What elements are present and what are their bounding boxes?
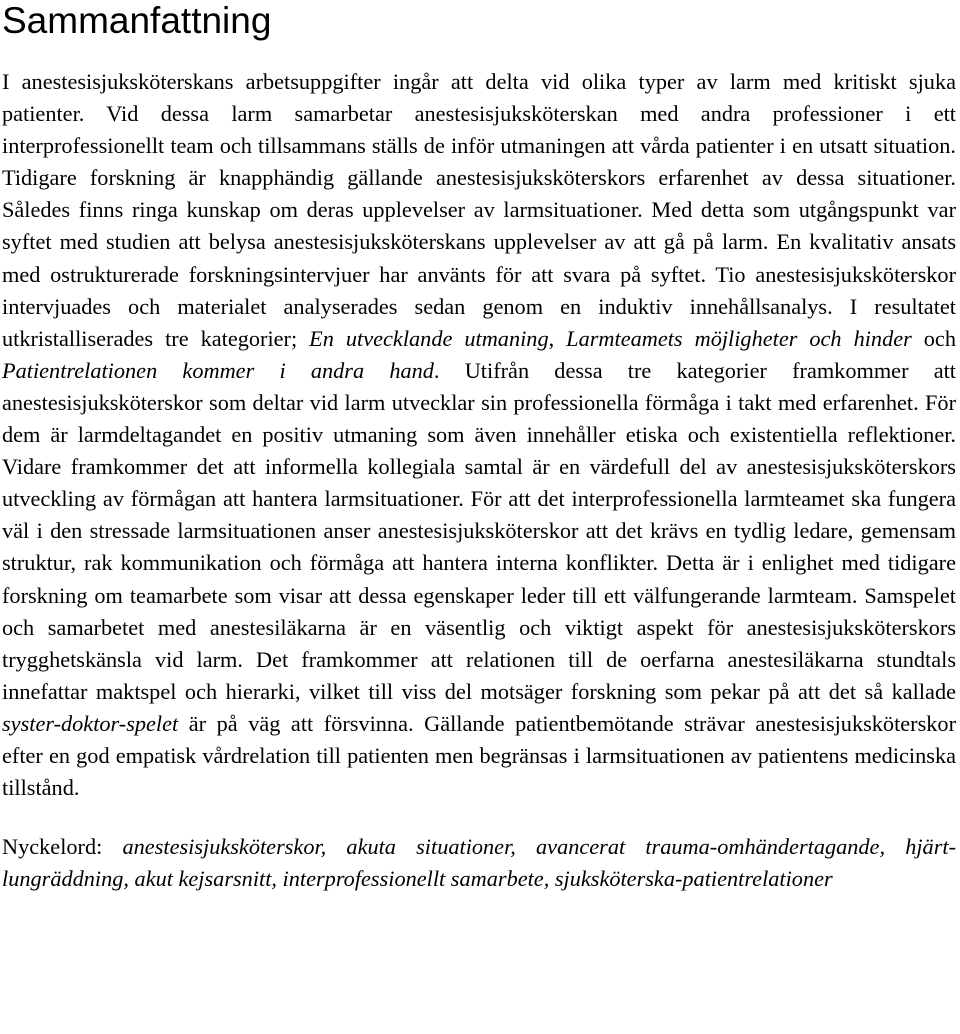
category-1: En utvecklande utmaning bbox=[309, 325, 549, 351]
keywords-list: anestesisjuksköterskor, akuta situationer, avancerat trauma-omhändertagande, hjärt-lungräddning, akut kejsarsnitt, interprofessionellt samarbete, sjuksköterska-patientrelationer bbox=[2, 834, 956, 892]
abstract-paragraph bbox=[2, 66, 956, 804]
abstract-text-1: I anestesisjuksköterskans arbetsuppgifter ingår att delta vid olika typer av larm med kritiskt sjuka patienter. Vid dessa larm samarbetar anestesisjuksköterskan med andra professioner i ett interprofessionellt team och tillsammans ställs de inför utmaningen att vårda patienter i en utsatt situation. Tidigare forskning är knapphändig gällande anestesisjuksköterskors erfarenhet av dessa situationer. Således finns ringa kunskap om deras upplevelser av larmsituationer. Med detta som utgångspunkt var syftet med studien att belysa anestesisjuksköterskans upplevelser av att gå på larm. En kvalitativ ansats med ostrukturerade forskningsintervjuer har använts för att svara på syftet. Tio anestesisjuksköterskor intervjuades och materialet analyserades sedan genom en induktiv innehållsanalys. I resultatet utkristalliserades tre kategorier; bbox=[2, 69, 956, 351]
abstract-text-3: är på väg att försvinna. Gällande patientbemötande strävar anestesisjuksköterskor efter en god empatisk vårdrelation till patienten men begränsas i larmsituationen av patientens medicinska tillstånd. bbox=[2, 710, 956, 801]
category-2: Larmteamets möjligheter och hinder bbox=[566, 325, 912, 351]
category-3: Patientrelationen kommer i andra hand bbox=[2, 357, 434, 383]
keywords-paragraph bbox=[2, 831, 956, 895]
abstract-text-2: . Utifrån dessa tre kategorier framkommer att anestesisjuksköterskor som deltar vid larm utvecklar sin professionella förmåga i takt med erfarenhet. För dem är larmdeltagandet en positiv utmaning som även innehåller etiska och existentiella reflektioner. Vidare framkommer det att informella kollegiala samtal är en värdefull del av anestesisjuksköterskors utveckling av förmågan att hantera larmsituationer. För att det interprofessionella larmteamet ska fungera väl i den stressade larmsituationen anser anestesisjuksköterskor att det krävs en tydlig ledare, gemensam struktur, rak kommunikation och förmåga att hantera interna konflikter. Detta är i enlighet med tidigare forskning om teamarbete som visar att dessa egenskaper leder till ett välfungerande larmteam. Samspelet och samarbetet med anestesiläkarna är en väsentlig och viktigt aspekt för anestesisjuksköterskors trygghetskänsla vid larm. Det framkommer att relationen till de oerfarna anestesiläkarna stundtals innefattar maktspel och hierarki, vilket till viss del motsäger forskning som pekar på att det så kallade bbox=[2, 357, 956, 704]
keywords-label: Nyckelord: bbox=[2, 834, 103, 860]
term-syster-doktor-spelet: syster-doktor-spelet bbox=[2, 710, 179, 736]
document-page bbox=[2, 0, 956, 895]
abstract-separator-2: och bbox=[911, 325, 956, 351]
abstract-separator-1: , bbox=[548, 325, 567, 351]
page-title: Sammanfattning bbox=[2, 0, 272, 41]
